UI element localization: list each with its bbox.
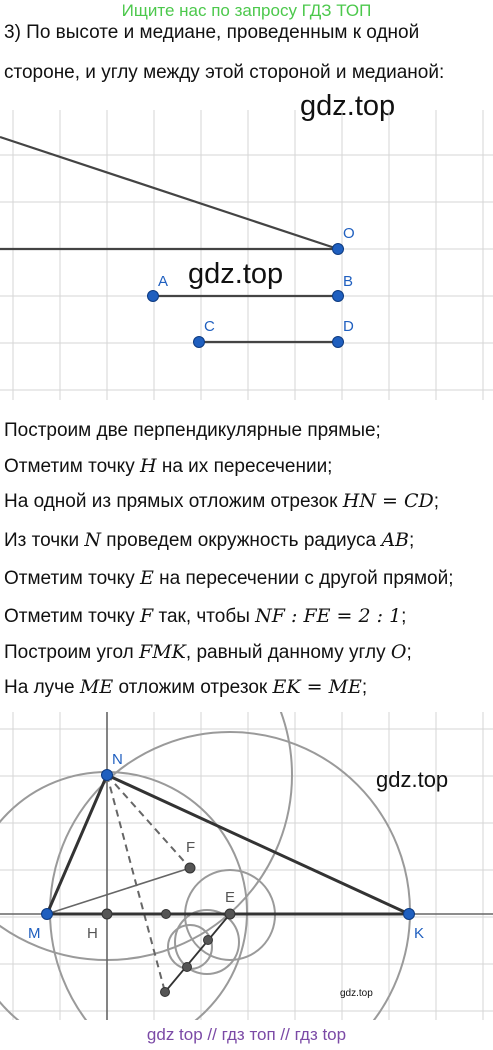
watermark: gdz.top (300, 90, 396, 122)
point-c (194, 337, 205, 348)
point-aux-1 (162, 910, 171, 919)
point-m (42, 909, 53, 920)
given-elements-figure (0, 110, 493, 400)
watermark: gdz.top (188, 258, 284, 290)
watermark-small: gdz.top (340, 988, 373, 999)
label-c: C (204, 318, 215, 335)
label-m: M (28, 925, 41, 942)
step-4: Из точки N проведем окружность радиуса AB; (4, 529, 415, 551)
point-aux-2 (204, 936, 213, 945)
point-aux-4 (161, 988, 170, 997)
segment-mf (47, 868, 190, 914)
point-e (225, 909, 235, 919)
step-5: Отметим точку E на пересечении с другой прямой; (4, 567, 454, 589)
step-3: На одной из прямых отложим отрезок HN = CD; (4, 490, 440, 512)
task-line-1: 3) По высоте и медиане, проведенным к одной (4, 22, 420, 43)
label-a: A (158, 273, 169, 290)
circle-left (0, 772, 247, 1020)
task-line-2: стороне, и углу между этой стороной и медианой: (4, 62, 445, 83)
step-6: Отметим точку F так, чтобы NF : FE = 2 : 1; (4, 605, 407, 627)
top-banner: Ищите нас по запросу ГДЗ ТОП (121, 1, 372, 20)
step-8: На луче ME отложим отрезок EK = ME; (4, 676, 368, 698)
point-d (333, 337, 344, 348)
step-2: Отметим точку H на их пересечении; (4, 455, 333, 477)
point-f (185, 863, 195, 873)
point-k (404, 909, 415, 920)
step-1: Построим две перпендикулярные прямые; (4, 420, 381, 441)
point-n (102, 770, 113, 781)
step-7: Построим угол FMK, равный данному углу O; (4, 641, 412, 663)
label-b: B (343, 273, 354, 290)
label-f: F (186, 839, 196, 856)
point-o (333, 244, 344, 255)
label-d: D (343, 318, 354, 335)
label-e: E (225, 889, 236, 906)
watermark: gdz.top (376, 767, 449, 792)
label-h: H (87, 925, 98, 942)
label-o: O (343, 225, 355, 242)
label-k: K (414, 925, 425, 942)
footer-links[interactable]: gdz top // гдз топ // гдз top (146, 1025, 347, 1044)
angle-ray-upper (0, 137, 338, 249)
point-b (333, 291, 344, 302)
point-h (102, 909, 112, 919)
point-aux-3 (183, 963, 192, 972)
label-n: N (112, 751, 123, 768)
construction-figure (0, 712, 493, 1020)
point-a (148, 291, 159, 302)
